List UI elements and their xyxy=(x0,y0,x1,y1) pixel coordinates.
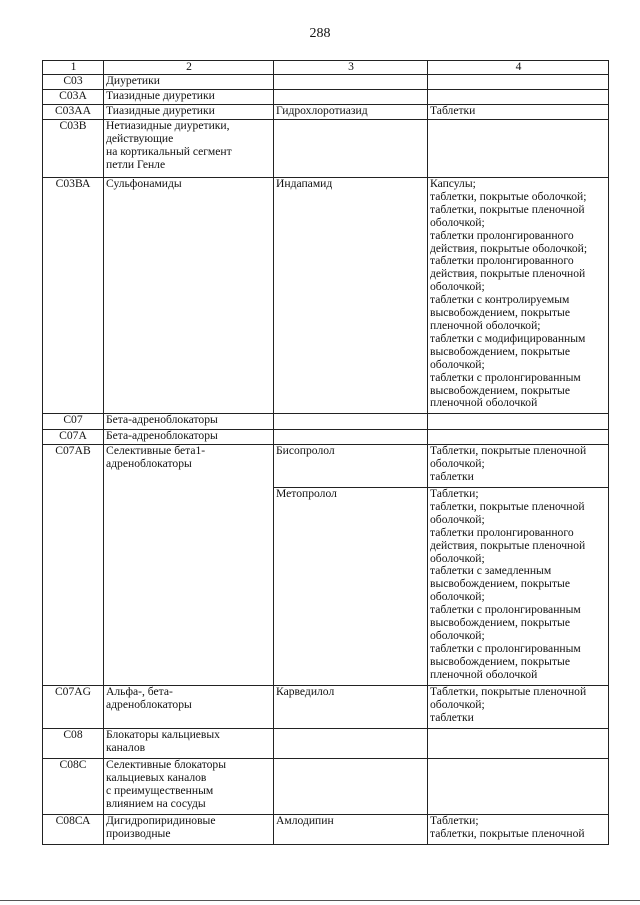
group-cell: Селективные бета1- адреноблокаторы xyxy=(104,445,274,686)
form-cell xyxy=(428,759,609,815)
atc-code-cell: С03ВА xyxy=(43,178,104,414)
group-cell: Сульфонамиды xyxy=(104,178,274,414)
atc-code-cell: С03 xyxy=(43,75,104,90)
form-cell: Капсулы; таблетки, покрытые оболочкой; таблетки, покрытые пленочной оболочкой; таблетки пролонгированного действия, покрытые оболочкой; таблетки пролонгированного действия, покрытые пленочной оболочкой; таблетки с контролируемым высвобождением, покрытые пленочной оболочкой; таблетки с модифицированным высвобождением, покрытые оболочкой; таблетки с пролонгированным высвобождением, покрытые пленочной оболочкой xyxy=(428,178,609,414)
table-row xyxy=(43,686,609,729)
atc-code-cell: С03А xyxy=(43,90,104,105)
form-cell xyxy=(428,729,609,759)
form-cell xyxy=(428,90,609,105)
table-row xyxy=(43,445,609,488)
atc-code-cell: С07А xyxy=(43,430,104,445)
page-number: 288 xyxy=(309,26,331,41)
substance-cell xyxy=(274,120,428,178)
table-row xyxy=(43,75,609,90)
substance-cell: Гидрохлоротиазид xyxy=(274,105,428,120)
atc-code-cell: С07 xyxy=(43,414,104,430)
atc-code-cell: С08 xyxy=(43,729,104,759)
form-cell xyxy=(428,430,609,445)
form-cell: Таблетки xyxy=(428,105,609,120)
substance-cell: Метопролол xyxy=(274,488,428,686)
table-row xyxy=(43,90,609,105)
form-cell: Таблетки; таблетки, покрытые пленочной xyxy=(428,815,609,845)
header-cell: 1 xyxy=(43,61,104,75)
substance-cell xyxy=(274,414,428,430)
substance-cell xyxy=(274,729,428,759)
atc-code-cell: С08СА xyxy=(43,815,104,845)
form-cell: Таблетки, покрытые пленочной оболочкой; таблетки xyxy=(428,686,609,729)
table-row xyxy=(43,729,609,759)
substance-cell xyxy=(274,430,428,445)
atc-code-cell: С03В xyxy=(43,120,104,178)
table-row xyxy=(43,759,609,815)
drug-table xyxy=(42,60,609,845)
table-row xyxy=(43,815,609,845)
header-cell: 2 xyxy=(104,61,274,75)
table-header-row xyxy=(43,61,609,75)
header-cell: 3 xyxy=(274,61,428,75)
atc-code-cell: С03АА xyxy=(43,105,104,120)
substance-cell: Карведилол xyxy=(274,686,428,729)
page-bottom-divider xyxy=(0,900,640,901)
form-cell: Таблетки; таблетки, покрытые пленочной оболочкой; таблетки пролонгированного действия, покрытые пленочной оболочкой; таблетки с замедленным высвобождением, покрытые оболочкой; таблетки с пролонгированным высвобождением, покрытые оболочкой; таблетки с пролонгированным высвобождением, покрытые пленочной оболочкой xyxy=(428,488,609,686)
form-cell xyxy=(428,120,609,178)
table-row xyxy=(43,178,609,414)
table-row xyxy=(43,105,609,120)
group-cell: Диуретики xyxy=(104,75,274,90)
group-cell: Нетиазидные диуретики, действующие на кортикальный сегмент петли Генле xyxy=(104,120,274,178)
form-cell: Таблетки, покрытые пленочной оболочкой; таблетки xyxy=(428,445,609,488)
group-cell: Бета-адреноблокаторы xyxy=(104,414,274,430)
substance-cell xyxy=(274,90,428,105)
atc-code-cell: С07АВ xyxy=(43,445,104,686)
form-cell xyxy=(428,75,609,90)
table-row xyxy=(43,430,609,445)
group-cell: Тиазидные диуретики xyxy=(104,105,274,120)
group-cell: Селективные блокаторы кальциевых каналов с преимущественным влиянием на сосуды xyxy=(104,759,274,815)
table-row xyxy=(43,120,609,178)
form-cell xyxy=(428,414,609,430)
group-cell: Альфа-, бета- адреноблокаторы xyxy=(104,686,274,729)
header-cell: 4 xyxy=(428,61,609,75)
group-cell: Тиазидные диуретики xyxy=(104,90,274,105)
substance-cell xyxy=(274,75,428,90)
substance-cell: Амлодипин xyxy=(274,815,428,845)
atc-code-cell: С08С xyxy=(43,759,104,815)
substance-cell: Бисопролол xyxy=(274,445,428,488)
group-cell: Бета-адреноблокаторы xyxy=(104,430,274,445)
group-cell: Дигидропиридиновые производные xyxy=(104,815,274,845)
table-row xyxy=(43,414,609,430)
group-cell: Блокаторы кальциевых каналов xyxy=(104,729,274,759)
substance-cell xyxy=(274,759,428,815)
atc-code-cell: С07АG xyxy=(43,686,104,729)
substance-cell: Индапамид xyxy=(274,178,428,414)
